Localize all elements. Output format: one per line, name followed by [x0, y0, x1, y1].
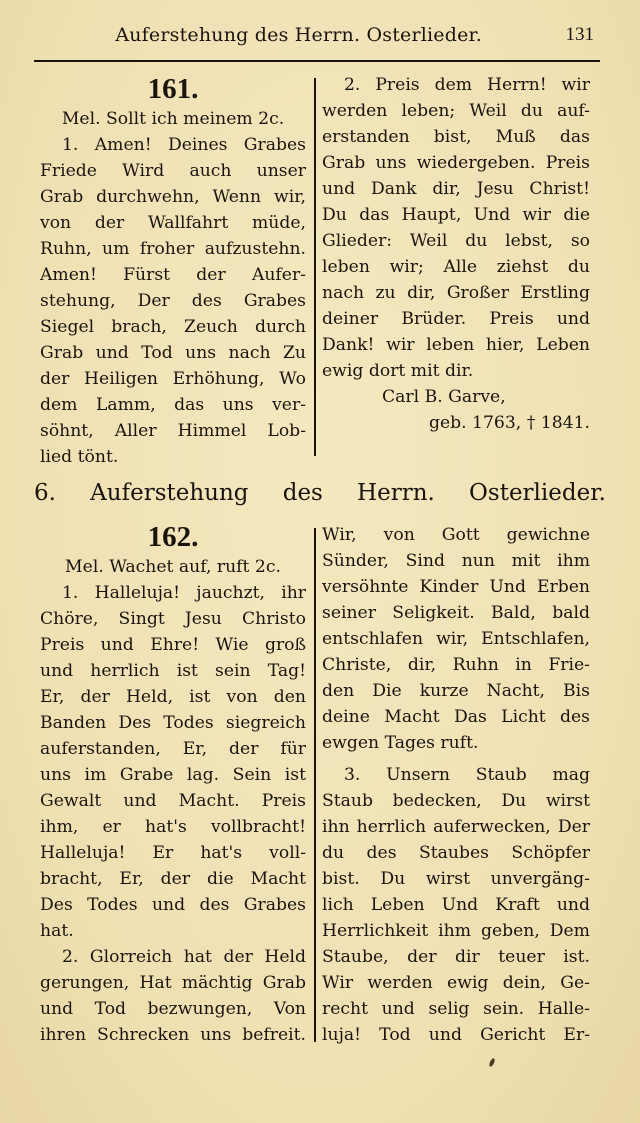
verse-line: gerungen, Hat mächtig Grab: [40, 973, 306, 993]
verse-line: deiner Brüder. Preis und: [322, 309, 590, 329]
verse-line: 1. Halleluja! jauchzt, ihr: [62, 583, 306, 603]
verse-line: Staube, der dir teuer ist.: [322, 947, 590, 967]
section-heading: 6. Auferstehung des Herrn. Osterlieder.: [34, 480, 606, 506]
verse-line: Sünder, Sind nun mit ihm: [322, 551, 590, 571]
running-title: Auferstehung des Herrn. Osterlieder.: [115, 24, 482, 46]
verse-line: ihren Schrecken uns befreit.: [40, 1025, 306, 1045]
verse-line: und herrlich ist sein Tag!: [40, 661, 306, 681]
verse-line: Amen! Fürst der Aufer-: [40, 265, 306, 285]
verse-line: Chöre, Singt Jesu Christo: [40, 609, 306, 629]
verse-line: Grab durchwehn, Wenn wir,: [40, 187, 306, 207]
hymn-number: 162.: [147, 521, 199, 553]
verse-line: von der Wallfahrt müde,: [40, 213, 306, 233]
verse-line: Herrlichkeit ihm geben, Dem: [322, 921, 590, 941]
hymn-number: 161.: [147, 73, 199, 105]
verse-line: ewig dort mit dir.: [322, 361, 474, 381]
verse-line: lied tönt.: [40, 447, 119, 467]
verse-line: Christe, dir, Ruhn in Frie-: [322, 655, 590, 675]
verse-line: bracht, Er, der die Macht: [40, 869, 306, 889]
verse-line: werden leben; Weil du auf-: [322, 101, 590, 121]
verse-line: seiner Seligkeit. Bald, bald: [322, 603, 590, 623]
verse-line: Dank! wir leben hier, Leben: [322, 335, 590, 355]
column-divider: [314, 78, 316, 456]
verse-line: Du das Haupt, Und wir die: [322, 205, 590, 225]
verse-line: Grab uns wiedergeben. Preis: [322, 153, 590, 173]
author-name: Carl B. Garve,: [382, 387, 506, 407]
verse-line: Preis und Ehre! Wie groß: [40, 635, 306, 655]
verse-line: hat.: [40, 921, 74, 941]
verse-line: stehung, Der des Grabes: [40, 291, 306, 311]
verse-line: Wir werden ewig dein, Ge-: [322, 973, 590, 993]
hymn-161-left-column: [40, 72, 306, 470]
verse-line: Wir, von Gott gewichne: [322, 525, 590, 545]
verse-line: ihn herrlich auferwecken, Der: [322, 817, 590, 837]
verse-line: dem Lamm, das uns ver-: [40, 395, 306, 415]
verse-line: den Die kurze Nacht, Bis: [322, 681, 590, 701]
author-dates: geb. 1763, † 1841.: [428, 413, 590, 433]
verse-line: versöhnte Kinder Und Erben: [322, 577, 590, 597]
melody-line: Mel. Wachet auf, ruft 2c.: [65, 557, 281, 577]
header-rule: [34, 60, 600, 62]
verse-line: Ruhn, um froher aufzustehn.: [40, 239, 306, 259]
verse-line: Friede Wird auch unser: [40, 161, 306, 181]
column-divider: [314, 528, 316, 1042]
verse-line: Des Todes und des Grabes: [40, 895, 306, 915]
ink-speck: [488, 1058, 495, 1068]
verse-line: auferstanden, Er, der für: [40, 739, 306, 759]
verse-line: ihm, er hat's vollbracht!: [40, 817, 306, 837]
verse-line: Halleluja! Er hat's voll-: [40, 843, 306, 863]
page-number: 131: [565, 24, 594, 45]
verse-line: uns im Grabe lag. Sein ist: [40, 765, 306, 785]
verse-line: Gewalt und Macht. Preis: [40, 791, 306, 811]
verse-line: söhnt, Aller Himmel Lob-: [40, 421, 306, 441]
verse-line: nach zu dir, Großer Erstling: [322, 283, 590, 303]
verse-line: und Dank dir, Jesu Christ!: [322, 179, 590, 199]
hymn-162-left-column: [40, 520, 306, 1048]
hymn-162-right-column: [322, 522, 590, 1048]
verse-line: du des Staubes Schöpfer: [322, 843, 590, 863]
verse-line: leben wir; Alle ziehst du: [322, 257, 590, 277]
verse-line: Banden Des Todes siegreich: [40, 713, 306, 733]
verse-line: deine Macht Das Licht des: [322, 707, 590, 727]
verse-line: erstanden bist, Muß das: [322, 127, 590, 147]
verse-line: der Heiligen Erhöhung, Wo: [40, 369, 306, 389]
verse-line: Siegel brach, Zeuch durch: [40, 317, 306, 337]
verse-line: 2. Glorreich hat der Held: [62, 947, 306, 967]
verse-line: recht und selig sein. Halle-: [322, 999, 590, 1019]
verse-line: Grab und Tod uns nach Zu: [40, 343, 306, 363]
verse-line: entschlafen wir, Entschlafen,: [322, 629, 590, 649]
verse-line: 1. Amen! Deines Grabes: [62, 135, 306, 155]
verse-line: Glieder: Weil du lebst, so: [322, 231, 590, 251]
verse-line: Er, der Held, ist von den: [40, 687, 306, 707]
verse-line: 2. Preis dem Herrn! wir: [344, 75, 590, 95]
verse-line: Staub bedecken, Du wirst: [322, 791, 590, 811]
melody-line: Mel. Sollt ich meinem 2c.: [61, 109, 285, 129]
verse-line: bist. Du wirst unvergäng-: [322, 869, 590, 889]
verse-line: ewgen Tages ruft.: [322, 733, 479, 753]
verse-line: luja! Tod und Gericht Er-: [322, 1025, 590, 1045]
verse-line: 3. Unsern Staub mag: [344, 765, 590, 785]
verse-line: und Tod bezwungen, Von: [40, 999, 306, 1019]
verse-line: lich Leben Und Kraft und: [322, 895, 590, 915]
hymn-161-right-column: [322, 72, 590, 436]
